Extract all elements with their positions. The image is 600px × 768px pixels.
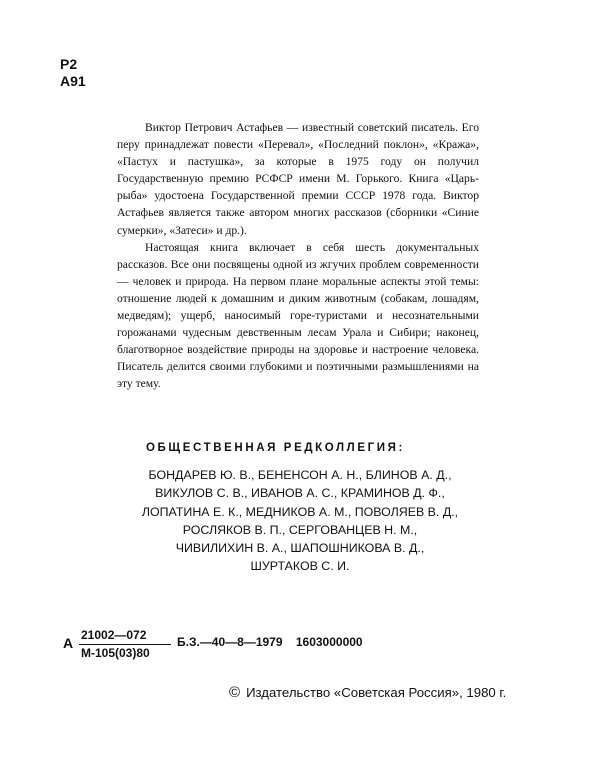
board-line: ШУРТАКОВ С. И. — [250, 559, 350, 574]
editorial-board-list — [110, 466, 490, 576]
catalog-rest: Б.З.—40—8—1979 1603000000 — [177, 635, 363, 649]
catalog-fraction — [79, 628, 171, 661]
bbk-line-2: А91 — [60, 73, 86, 89]
fraction-bar — [79, 644, 171, 645]
board-line: БОНДАРЕВ Ю. В., БЕНЕНСОН А. Н., БЛИНОВ А. Д., — [148, 468, 452, 482]
annotation-paragraph-1: Виктор Петрович Астафьев — известный советский писатель. Его перу принадлежат повести «Перевал», «Последний поклон», «Кража», «Пастух и пастушка», за которые в 1975 году он получил Государственную премию РСФСР имени М. Горького. Книга «Царь-рыба» удостоена Государственной премии СССР 1978 года. Виктор Астафьев является также автором многих рассказов (сборники «Синие сумерки», «Затеси» и др.). — [117, 121, 479, 237]
board-line: ВИКУЛОВ С. В., ИВАНОВ А. С., КРАМИНОВ Д. Ф., — [155, 486, 445, 501]
editorial-board-title: ОБЩЕСТВЕННАЯ РЕДКОЛЛЕГИЯ: — [146, 442, 405, 454]
catalog-numerator: 21002—072 — [81, 628, 147, 642]
catalog-letter: А — [63, 635, 74, 651]
bbk-index — [60, 56, 86, 90]
board-line: РОСЛЯКОВ В. П., СЕРГОВАНЦЕВ Н. М., — [182, 522, 418, 537]
book-annotation — [117, 119, 479, 393]
board-line: ЧИВИЛИХИН В. А., ШАПОШНИКОВА В. Д., — [175, 541, 425, 556]
copyright-text: Издательство «Советская Россия», 1980 г. — [246, 685, 507, 700]
bbk-line-1: Р2 — [60, 56, 78, 72]
catalog-denominator: М-105(03)80 — [81, 646, 150, 660]
copyright-icon: © — [229, 684, 241, 701]
board-line: ЛОПАТИНА Е. К., МЕДНИКОВ А. М., ПОВОЛЯЕВ В. Д., — [141, 504, 459, 519]
copyright-line — [229, 684, 506, 701]
annotation-paragraph-2: Настоящая книга включает в себя шесть документальных рассказов. Все они посвящены одной из жгучих проблем современности — человек и природа. На первом плане моральные аспекты этой темы: отношение людей к домашним и диким животным (собакам, лошадям, медведям); ущерб, наносимый горе-туристами и несознательными горожанами чудесным девственным лесам Урала и Сибири; наконец, благотворное воздействие природы на здоровье и настроение человека. Писатель делится своими глубокими и поэтичными размышлениями на эту тему. — [117, 240, 479, 391]
